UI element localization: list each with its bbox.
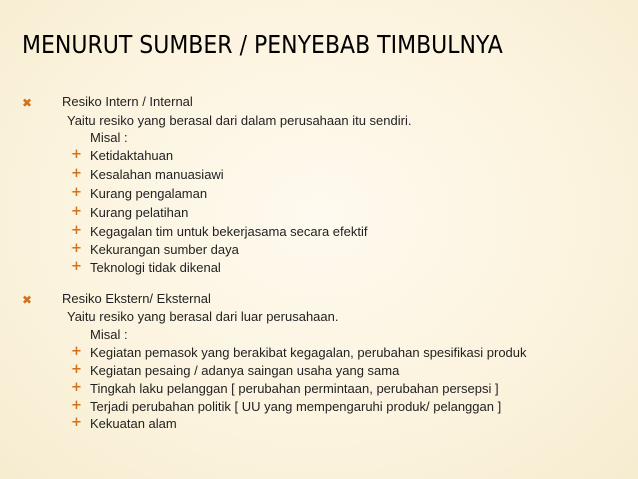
list-item: Kegiatan pemasok yang berakibat kegagalan, perubahan spesifikasi produk (90, 345, 527, 360)
plus-icon: + (71, 185, 82, 200)
plus-icon: + (71, 147, 82, 162)
list-item: Kegiatan pesaing / adanya saingan usaha yang sama (90, 363, 400, 378)
misal-label: Misal : (90, 130, 128, 145)
misal-label: Misal : (90, 327, 128, 342)
slide-title: MENURUT SUMBER / PENYEBAB TIMBULNYA (22, 30, 503, 59)
plus-icon: + (71, 362, 82, 377)
list-item: Terjadi perubahan politik [ UU yang mempengaruhi produk/ pelanggan ] (90, 399, 502, 414)
plus-icon: + (71, 166, 82, 181)
list-item: Tingkah laku pelanggan [ perubahan permintaan, perubahan persepsi ] (90, 381, 499, 396)
list-item: Kurang pelatihan (90, 205, 189, 220)
x-mark-icon: ✖ (22, 293, 33, 307)
plus-icon: + (71, 259, 82, 274)
list-item: Kekurangan sumber daya (90, 242, 239, 257)
section-description: Yaitu resiko yang berasal dari luar perusahaan. (67, 309, 339, 324)
section-description: Yaitu resiko yang berasal dari dalam perusahaan itu sendiri. (67, 113, 412, 128)
plus-icon: + (71, 241, 82, 256)
x-mark-icon: ✖ (22, 96, 33, 110)
plus-icon: + (71, 223, 82, 238)
plus-icon: + (71, 204, 82, 219)
plus-icon: + (71, 415, 82, 430)
list-item: Kegagalan tim untuk bekerjasama secara efektif (90, 224, 368, 239)
section-heading: Resiko Ekstern/ Eksternal (62, 291, 211, 306)
plus-icon: + (71, 344, 82, 359)
list-item: Ketidaktahuan (90, 148, 174, 163)
plus-icon: + (71, 398, 82, 413)
list-item: Kesalahan manuasiawi (90, 167, 224, 182)
list-item: Kekuatan alam (90, 416, 177, 431)
list-item: Teknologi tidak dikenal (90, 260, 221, 275)
list-item: Kurang pengalaman (90, 186, 208, 201)
plus-icon: + (71, 380, 82, 395)
section-heading: Resiko Intern / Internal (62, 94, 193, 109)
